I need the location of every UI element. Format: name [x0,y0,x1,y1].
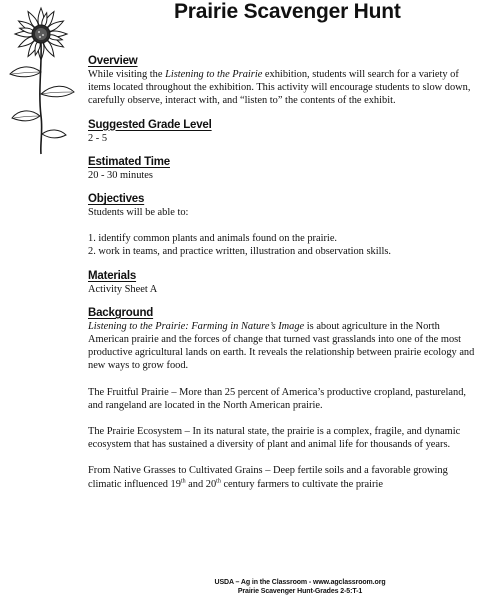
exhibit-full-title: Listening to the Prairie: Farming in Nature’s Image [88,320,305,332]
background-paragraph-4-a: From Native Grasses to Cultivated Grains – Deep fertile soils and a favorable growing climatic influenced 19 [88,465,448,490]
objectives-section [88,192,476,259]
time-value: 20 - 30 minutes [88,169,153,181]
background-heading: Background [88,306,154,319]
materials-value: Activity Sheet A [88,283,158,295]
overview-exhibit-name: Listening to the Prairie [165,69,263,80]
objectives-intro: Students will be able to: [88,207,189,219]
background-paragraph-1-text: is about agriculture in the North American prairie and the forces of change that turned vast grasslands into one of the most productive agricultural lands on earth. It reveals the relationship between prairie ecology and new ways to grow food. [88,320,475,372]
grade-level-heading: Suggested Grade Level [88,118,212,131]
overview-heading: Overview [88,55,138,67]
background-paragraph-1 [88,320,476,373]
time-section [88,155,476,182]
document-content [88,54,476,501]
background-section [88,306,476,491]
ordinal-suffix: th [216,478,221,485]
background-paragraph-2: The Fruitful Prairie – More than 25 percent of America’s productive cropland, pastureland, and rangeland are located in the North American prairie. [88,386,466,411]
objectives-list [88,232,476,258]
overview-intro: While visiting the [88,69,166,80]
background-paragraph-4 [88,464,476,490]
footer-line-2: Prairie Scavenger Hunt-Grades 2-5:T-1 [237,588,363,595]
footer-line-1: USDA – Ag in the Classroom - www.agclassroom.org [214,579,386,586]
background-paragraph-3: The Prairie Ecosystem – In its natural state, the prairie is a complex, fragile, and dynamic ecosystem that has sustained a diversity of plant and animal life for thousands of years. [88,426,461,451]
materials-heading: Materials [88,269,137,282]
ordinal-suffix: th [180,478,186,485]
grade-level-section [88,118,476,145]
page-footer [140,578,460,596]
page-title: Prairie Scavenger Hunt [174,0,401,23]
time-heading: Estimated Time [88,155,170,168]
overview-section [88,54,476,108]
sunflower-illustration [2,6,80,156]
background-paragraph-4-c: century farmers to cultivate the prairie [220,478,383,490]
objectives-heading: Objectives [88,193,145,206]
grade-level-value: 2 - 5 [88,132,108,144]
objective-item: 1. identify common plants and animals found on the prairie. [88,233,338,245]
background-paragraph-4-b: and 20 [185,478,217,490]
materials-section [88,269,476,296]
objective-item: 2. work in teams, and practice written, illustration and observation skills. [88,246,391,258]
overview-text: exhibition, students will search for a variety of items located throughout the exhibition. This activity will encourage students to slow down, carefully observe, interact with, and “listen to” the contents of the exhibit. [88,69,471,107]
overview-paragraph [88,68,476,108]
